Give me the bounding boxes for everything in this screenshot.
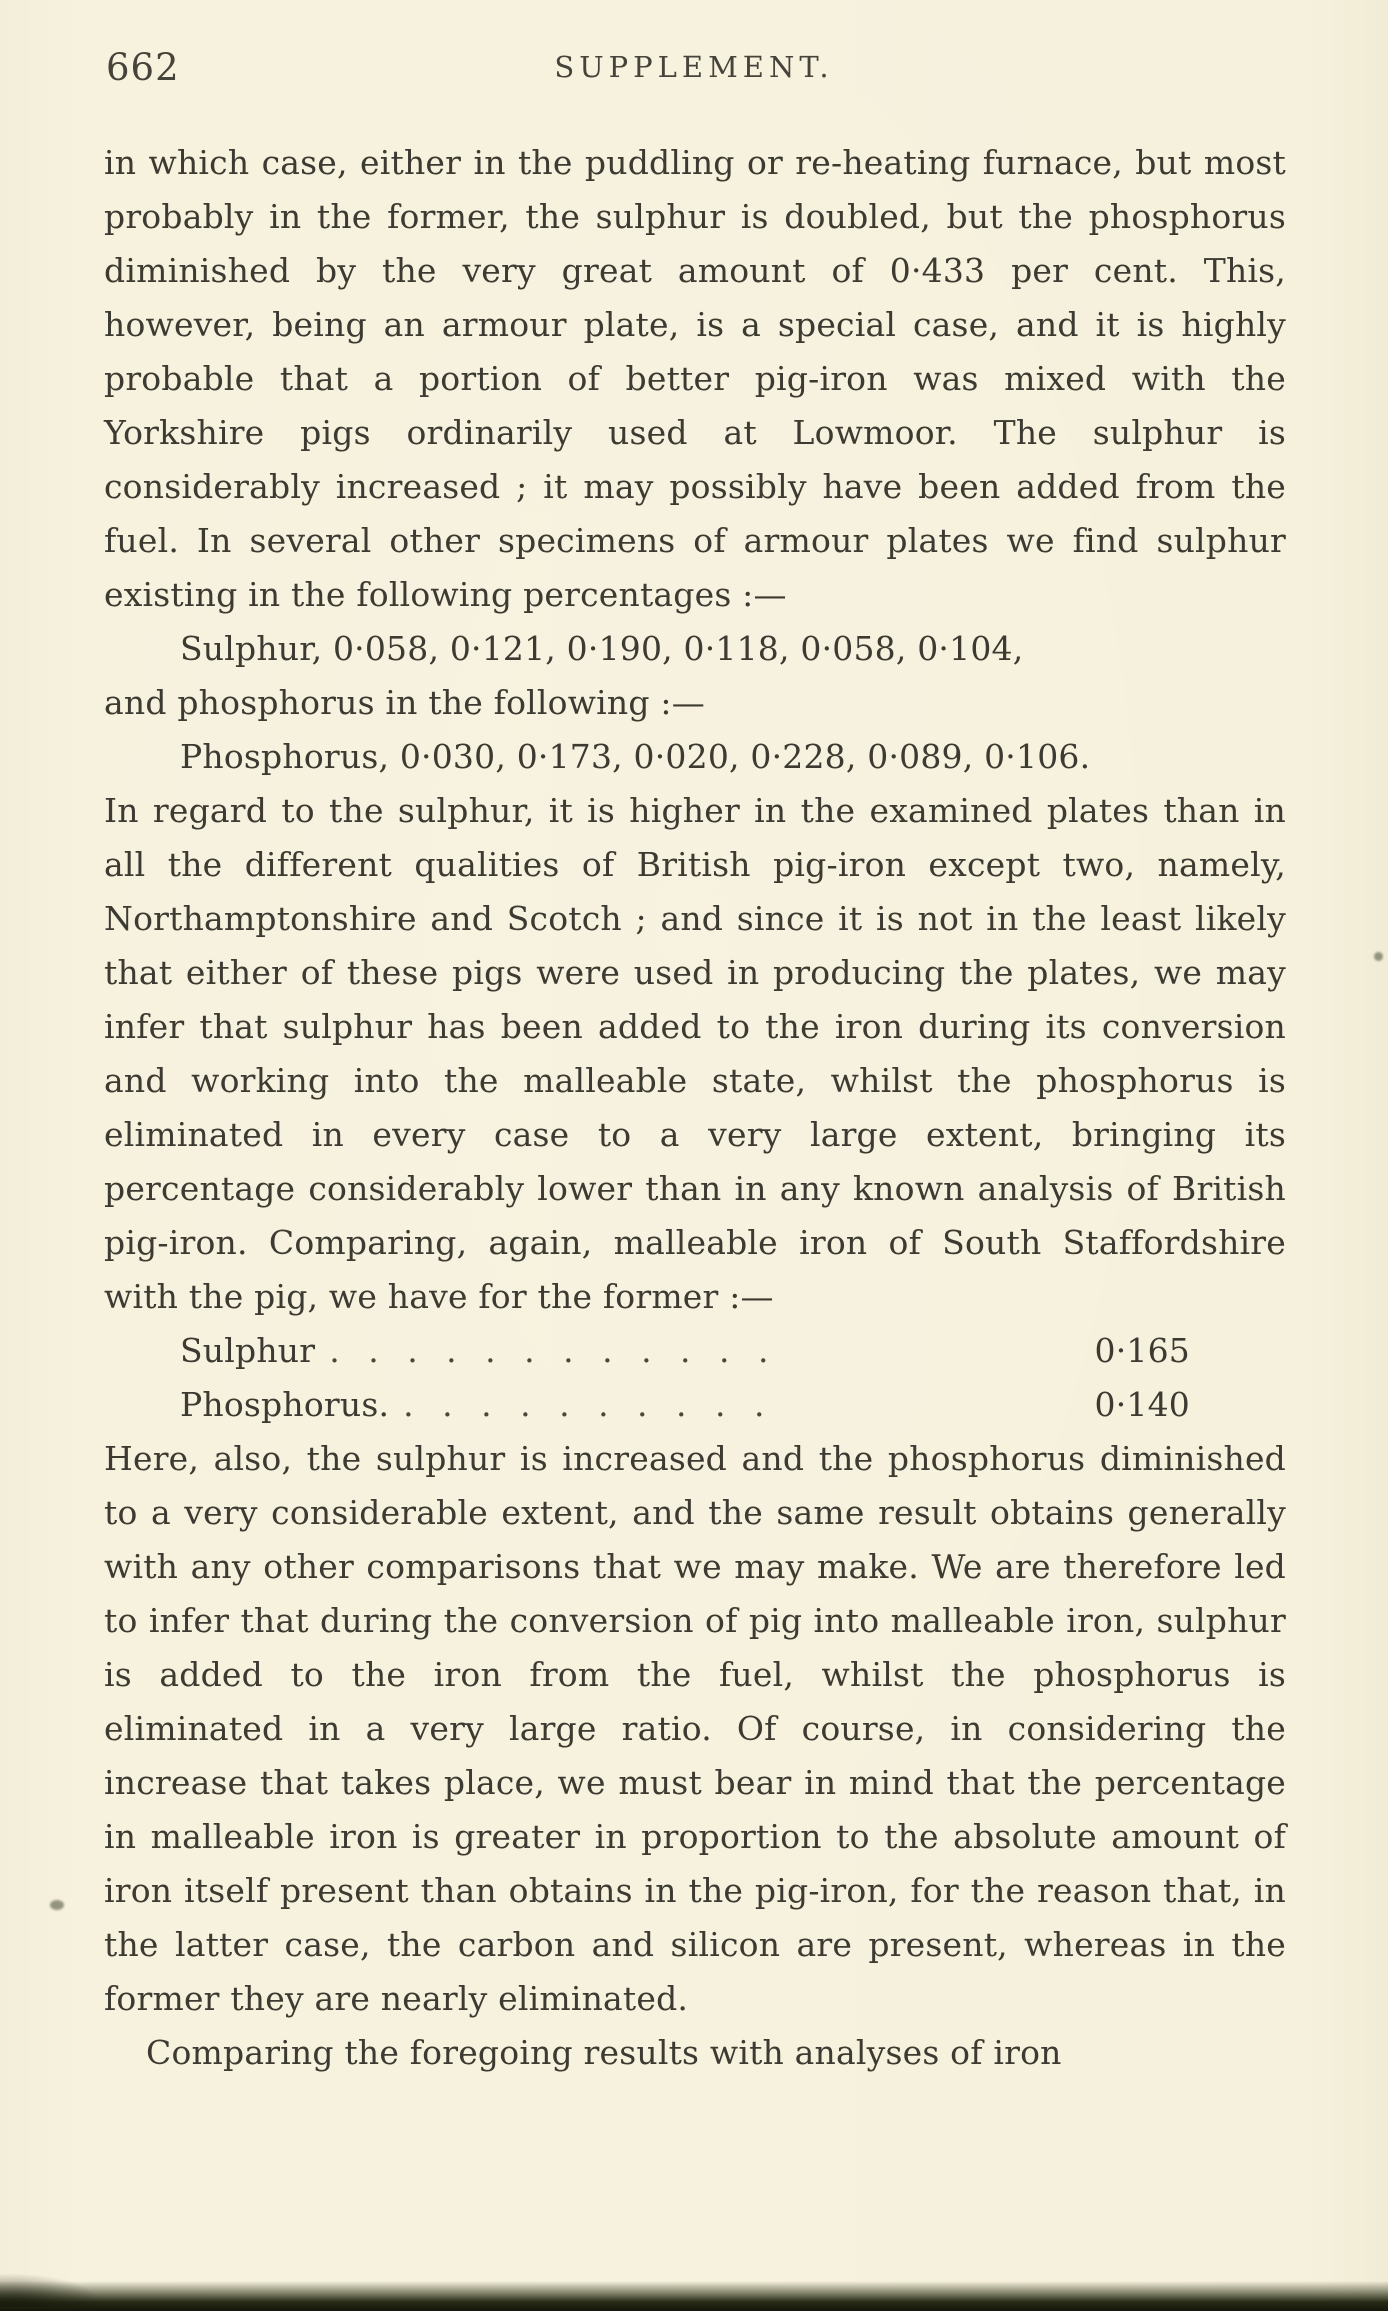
table-row <box>180 1378 1190 1432</box>
row-label: Sulphur <box>180 1331 316 1370</box>
paragraph-sulphur-analysis: In regard to the sulphur, it is higher in the examined plates than in all the different qualities of British pig-iron except two, namely, Northamptonshire and Scotch ; and since it is not in the least likely that either of these pigs were used in producing the plates, we may infer that sulphur has been added to the iron during its conversion and working into the malleable state, whilst the phosphorus is eliminated in every case to a very large extent, bringing its percentage considerably lower than in any known analysis of British pig-iron. Comparing, again, malleable iron of South Staffordshire with the pig, we have for the former :— <box>104 791 1286 1316</box>
table-row <box>180 1324 1190 1378</box>
page-header <box>104 46 1284 102</box>
row-label: Phosphorus. <box>180 1385 390 1424</box>
dot-leader: . . . . . . . . . . . . <box>329 1331 778 1370</box>
row-value: 0·165 <box>1094 1331 1190 1370</box>
row-value: 0·140 <box>1094 1385 1190 1424</box>
phosphorus-intro-line: and phosphorus in the following :— <box>104 683 705 722</box>
sulphur-percentages-line: Sulphur, 0·058, 0·121, 0·190, 0·118, 0·058, 0·104, <box>180 629 1024 668</box>
phosphorus-percentages-line: Phosphorus, 0·030, 0·173, 0·020, 0·228, 0·089, 0·106. <box>180 737 1091 776</box>
scan-page-edge <box>0 2281 1388 2311</box>
page-number: 662 <box>106 46 180 89</box>
scan-artifact <box>50 1900 64 1910</box>
paragraph-conclusion: Here, also, the sulphur is increased and the phosphorus diminished to a very considerable extent, and the same result obtains generally with any other comparisons that we may make. We are therefore led to infer that during the conversion of pig into malleable iron, sulphur is added to the iron from the fuel, whilst the phosphorus is eliminated in a very large ratio. Of course, in considering the increase that takes place, we must bear in mind that the percentage in malleable iron is greater in proportion to the absolute amount of iron itself present than obtains in the pig-iron, for the reason that, in the latter case, the carbon and silicon are present, whereas in the former they are nearly eliminated. <box>104 1439 1286 2018</box>
dot-leader: . . . . . . . . . . <box>403 1385 774 1424</box>
page-text <box>104 136 1286 2080</box>
paragraph-comparing: Comparing the foregoing results with analyses of iron <box>146 2033 1062 2072</box>
paragraph-continuation: in which case, either in the puddling or re-heating furnace, but most probably in the former, the sulphur is doubled, but the phosphorus diminished by the very great amount of 0·433 per cent. This, however, being an armour plate, is a special case, and it is highly probable that a portion of better pig-iron was mixed with the Yorkshire pigs ordinarily used at Lowmoor. The sulphur is considerably increased ; it may possibly have been added from the fuel. In several other specimens of armour plates we find sulphur existing in the following percentages :— <box>104 143 1286 614</box>
running-title: SUPPLEMENT. <box>554 50 834 84</box>
scan-artifact <box>1374 952 1383 961</box>
